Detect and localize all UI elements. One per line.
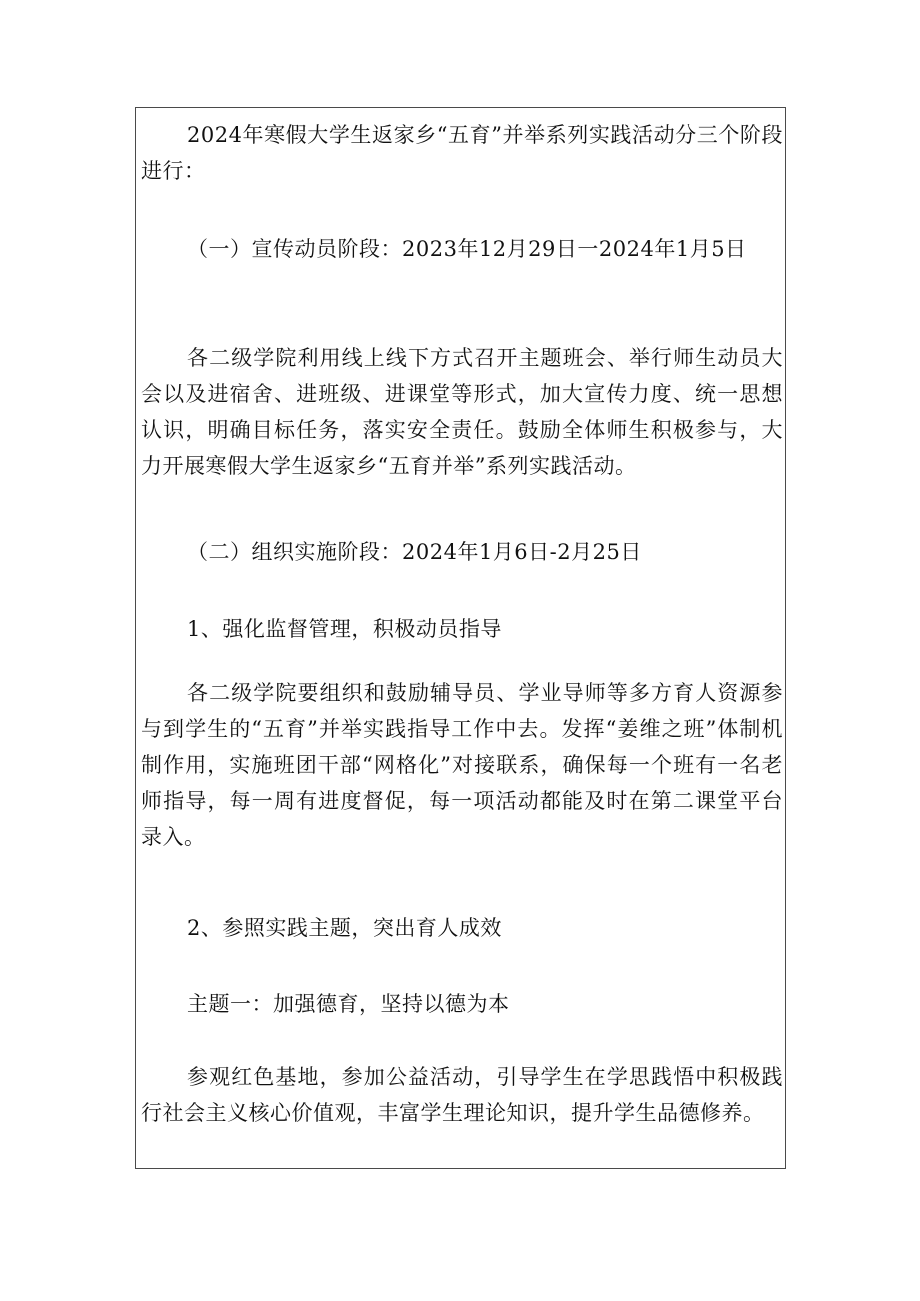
item1-body: 各二级学院要组织和鼓励辅导员、学业导师等多方育人资源参与到学生的“五育”并举实践指导工作中去。发挥“姜维之班”体制机制作用，实施班团干部“网格化”对接联系，确保每一个班有一名老师指导，每一周有进度督促，每一项活动都能及时在第二课堂平台录入。 (141, 681, 783, 849)
theme1-body: 参观红色基地，参加公益活动，引导学生在学思践悟中积极践行社会主义核心价值观，丰富学生理论知识，提升学生品德修养。 (141, 1065, 783, 1125)
stage1-heading: （一）宣传动员阶段：2023年12月29日一2024年1月5日 (187, 237, 747, 261)
item2-heading: 2、参照实践主题，突出育人成效 (187, 916, 502, 940)
theme1-heading: 主题一：加强德育，坚持以德为本 (187, 992, 510, 1016)
item1-heading: 1、强化监督管理，积极动员指导 (187, 617, 502, 641)
stage1-body: 各二级学院利用线上线下方式召开主题班会、举行师生动员大会以及进宿舍、进班级、进课堂等形式，加大宣传力度、统一思想认识，明确目标任务，落实安全责任。鼓励全体师生积极参与，大力开展寒假大学生返家乡“五育并举”系列实践活动。 (141, 346, 783, 478)
intro-paragraph: 2024年寒假大学生返家乡“五育”并举系列实践活动分三个阶段进行： (141, 123, 783, 183)
stage2-heading: （二）组织实施阶段：2024年1月6日-2月25日 (187, 540, 642, 564)
